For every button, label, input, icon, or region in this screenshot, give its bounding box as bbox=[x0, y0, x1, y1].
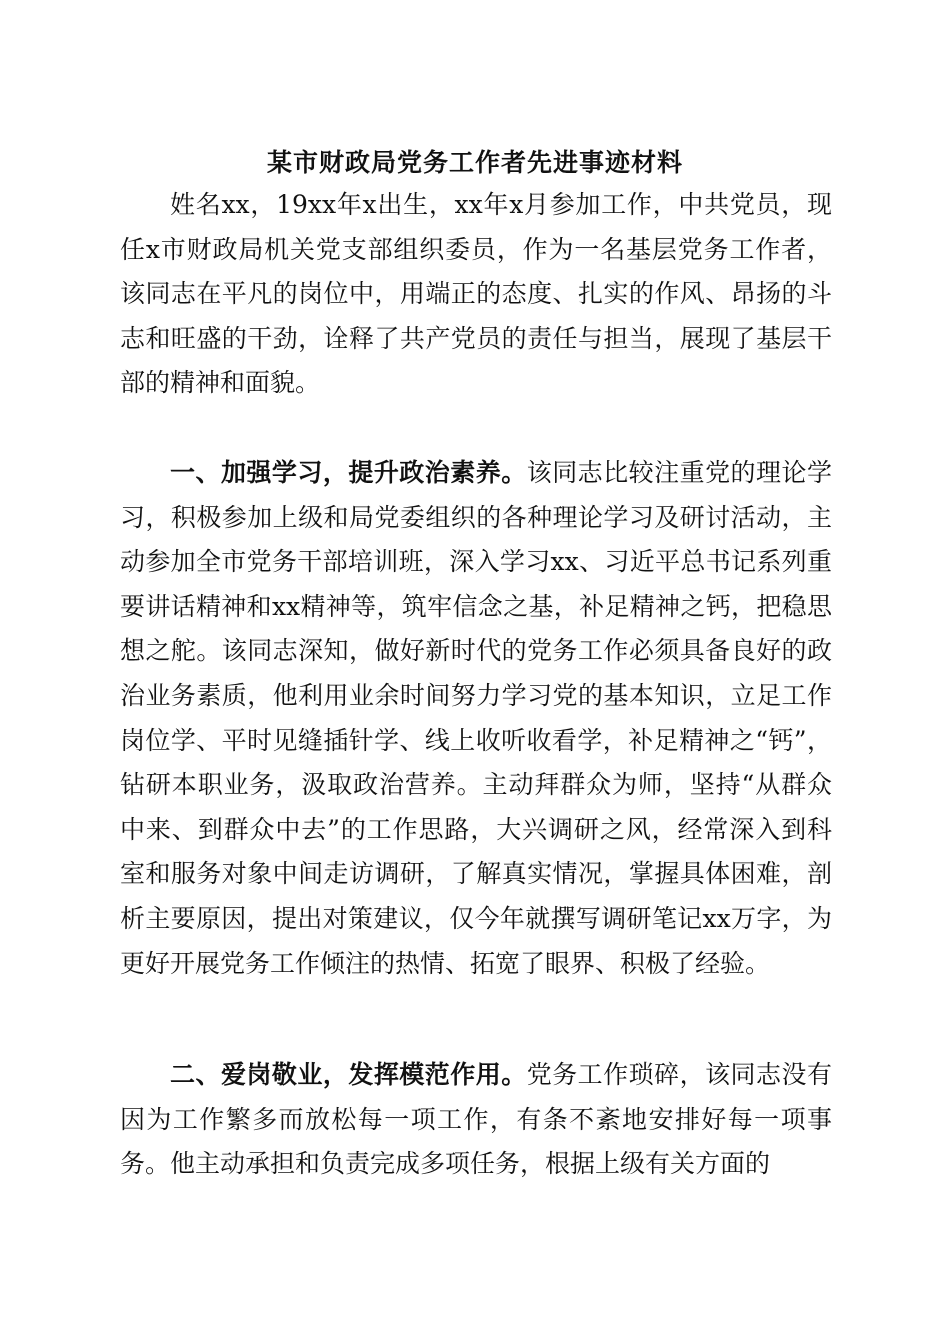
section-one-paragraph bbox=[120, 451, 832, 986]
section-two-paragraph bbox=[120, 1053, 832, 1187]
intro-paragraph bbox=[120, 183, 832, 406]
section-two-heading: 二、爱岗敬业，发挥模范作用。 bbox=[170, 1060, 527, 1089]
document-title: 某市财政局党务工作者先进事迹材料 bbox=[266, 148, 683, 177]
section-one-text: 该同志比较注重党的理论学习，积极参加上级和局党委组织的各种理论学习及研讨活动，主动参加全市党务干部培训班，深入学习xx、习近平总书记系列重要讲话精神和xx精神等，筑牢信念之基，补足精神之钙，把稳思想之舵。该同志深知，做好新时代的党务工作必须具备良好的政治业务素质，他利用业余时间努力学习党的基本知识，立足工作岗位学、平时见缝插针学、线上收听收看学，补足精神之“钙”，钻研本职业务，汲取政治营养。主动拜群众为师，坚持“从群众中来、到群众中去”的工作思路，大兴调研之风，经常深入到科室和服务对象中间走访调研，了解真实情况，掌握具体困难，剖析主要原因，提出对策建议，仅今年就撰写调研笔记xx万字，为更好开展党务工作倾注的热情、拓宽了眼界、积极了经验。 bbox=[120, 458, 832, 978]
section-two-text: 党务工作琐碎，该同志没有因为工作繁多而放松每一项工作，有条不紊地安排好每一项事务。他主动承担和负责完成多项任务，根据上级有关方面的 bbox=[120, 1060, 832, 1179]
intro-text: 姓名xx，19xx年x出生，xx年x月参加工作，中共党员，现任x市财政局机关党支部组织委员，作为一名基层党务工作者，该同志在平凡的岗位中，用端正的态度、扎实的作风、昂扬的斗志和旺盛的干劲，诠释了共产党员的责任与担当，展现了基层干部的精神和面貌。 bbox=[120, 190, 832, 398]
section-one-heading: 一、加强学习，提升政治素养。 bbox=[170, 458, 527, 487]
